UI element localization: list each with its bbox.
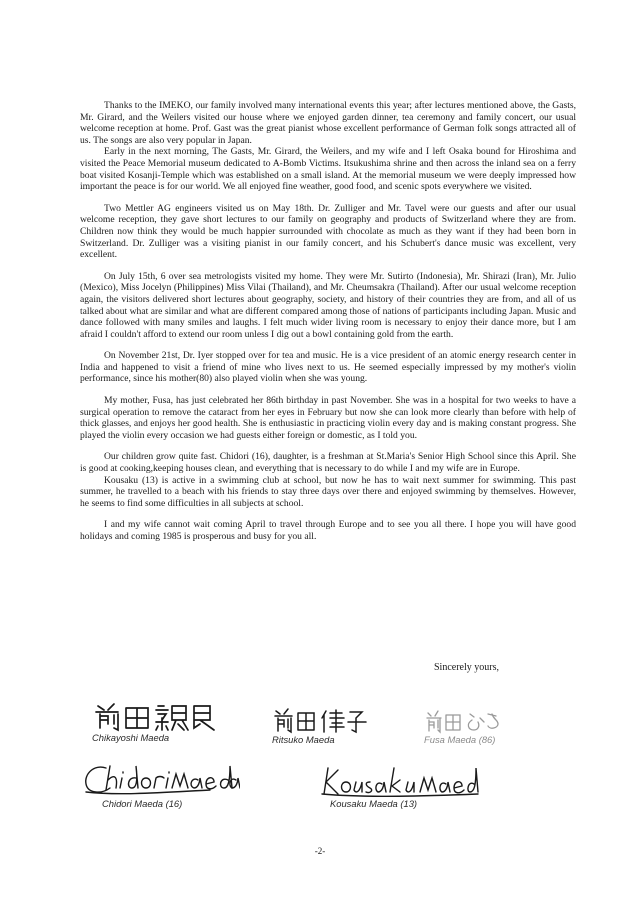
paragraph-closing-wishes: I and my wife cannot wait coming April to travel through Europe and to see you all there. I hope you will have good holidays and coming 1985 is prosperous and busy for you all. bbox=[80, 519, 576, 542]
signature-ritsuko bbox=[272, 706, 368, 745]
signature-name-chikayoshi: Chikayoshi Maeda bbox=[92, 732, 170, 743]
handwritten-signature-kousaku bbox=[318, 764, 482, 798]
handwritten-signature-ritsuko bbox=[272, 706, 368, 734]
signature-kousaku bbox=[318, 764, 482, 809]
page-number: -2- bbox=[314, 846, 326, 856]
signature-name-ritsuko: Ritsuko Maeda bbox=[272, 734, 335, 745]
paragraph-mettler: Two Mettler AG engineers visited us on May 18th. Dr. Zulliger and Mr. Tavel were our guests and after our usual welcome reception, they gave short lectures to our family on geography and products of Switzerland where they are from. Children now think they would be much happier surrounded with chocolate as much as they want if they had been born in Switzerland. Dr. Zulliger was a visiting pianist in our family concert, and his Schubert's dance music was excellent, very excellent. bbox=[80, 202, 576, 261]
closing-salutation: Sincerely yours, bbox=[434, 662, 499, 673]
signature-fusa bbox=[424, 708, 504, 745]
signature-name-fusa: Fusa Maeda (86) bbox=[424, 734, 496, 745]
letter-body bbox=[80, 100, 576, 553]
handwritten-signature-fusa bbox=[424, 708, 504, 734]
paragraph-kousaku: Kousaku (13) is active in a swimming club at school, but now he has to wait next summer for swimming. This past summer, he travelled to a beach with his friends to stay three days over there and enjoyed swimming by themselves. However, he seems to find some difficulties in all subjects at school. bbox=[80, 474, 576, 509]
signature-name-chidori: Chidori Maeda (16) bbox=[102, 798, 183, 809]
signature-chidori bbox=[80, 762, 240, 809]
paragraph-metrologists: On July 15th, 6 over sea metrologists visited my home. They were Mr. Sutirto (Indonesia), Mr. Shirazi (Iran), Mr. Julio (Mexico), Miss Jocelyn (Philippines) Miss Vilai (Thailand), and Mr. Cheumsakra (Thailand). After our usual welcome reception again, the visitors delivered short lectures about geography, society, and history of their countries they are from, and all of us talked about what are similar and what are different compared among those of nations of participants including Japan. Music and dance followed with many smiles and laughs. I felt much wider living room is necessary to enjoy their dance more, but I am afraid I couldn't afford to extend our room unless I dig out a bowl containing gold from the earth. bbox=[80, 270, 576, 340]
paragraph-mother-fusa: My mother, Fusa, has just celebrated her 86th birthday in past November. She was in a hospital for two weeks to have a surgical operation to remove the cataract from her eyes in February but now she can look more clearly than before with help of thick glasses, and enjoys her good health. She is enthusiastic in practicing violin every day and is making constant progress. She played the violin every occasion we had guests either foreign or domestic, as I told you. bbox=[80, 395, 576, 441]
paragraph-hiroshima: Early in the next morning, The Gasts, Mr. Girard, the Weilers, and my wife and I left Osaka bound for Hiroshima and visited the Peace Memorial museum dedicated to A-Bomb Victims. Itsukushima shrine and then across the inland sea on a ferry boat visited Kosanji-Temple which was established on a small island. At the memorial museum we were deeply impressed how important the peace is for our world. We all enjoyed fine weather, good food, and scenic spots everywhere we visited. bbox=[80, 146, 576, 193]
paragraph-chidori: Our children grow quite fast. Chidori (16), daughter, is a freshman at St.Maria's Senior High School since this April. She is good at cooking,keeping houses clean, and everything that is necessary to do while I and my wife are in Europe. bbox=[80, 451, 576, 475]
signature-chikayoshi bbox=[92, 700, 222, 743]
handwritten-signature-chikayoshi bbox=[92, 700, 222, 732]
paragraph-dr-iyer: On November 21st, Dr. Iyer stopped over for tea and music. He is a vice president of an atomic energy research center in India and happened to visit a friend of mine who lives next to us. He seemed especially impressed by my mother's violin performance, since his mother(80) also played violin when she was young. bbox=[80, 350, 576, 385]
handwritten-signature-chidori bbox=[80, 762, 240, 798]
paragraph-imeko: Thanks to the IMEKO, our family involved many international events this year; after lectures mentioned above, the Gasts, Mr. Girard, and the Weilers visited our house where we enjoyed garden dinner, tea ceremony and family concert, our usual welcome reception at home. Prof. Gast was the great pianist whose excellent performance of German folk songs attracted all of us. The songs are also very popular in Japan. bbox=[80, 100, 576, 146]
signature-name-kousaku: Kousaku Maeda (13) bbox=[330, 798, 418, 809]
